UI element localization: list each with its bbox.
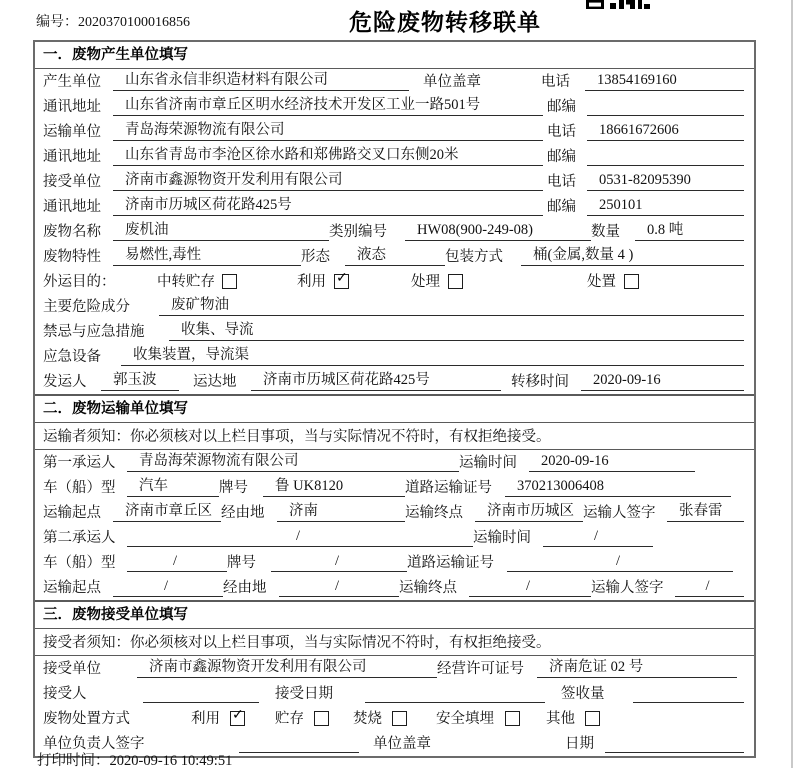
checkbox-checked-icon bbox=[230, 707, 245, 726]
note-text: 运输者须知：你必须核对以上栏目事项，当与实际情况不符时，有权拒绝接受。 bbox=[43, 429, 551, 445]
field-label: 运输终点 bbox=[405, 505, 463, 521]
form-row bbox=[35, 219, 754, 244]
field-label: 禁忌与应急措施 bbox=[43, 324, 145, 340]
field-value: 易燃性,毒性 bbox=[113, 243, 301, 266]
form-row bbox=[35, 475, 754, 500]
field-value: 18661672606 bbox=[587, 122, 744, 141]
field-label: 运输终点 bbox=[399, 580, 457, 596]
field-label: 中转贮存 bbox=[157, 274, 215, 290]
field-label: 经由地 bbox=[221, 505, 265, 521]
form-row bbox=[35, 369, 754, 394]
field-label: 运输起点 bbox=[43, 580, 101, 596]
form-row bbox=[35, 550, 754, 575]
field-value: 青岛海荣源物流有限公司 bbox=[113, 118, 543, 141]
field-label: 其他 bbox=[546, 711, 575, 727]
field-label: 日期 bbox=[565, 736, 594, 752]
field-value: / bbox=[127, 528, 473, 547]
field-value: 山东省济南市章丘区明水经济技术开发区工业一路501号 bbox=[113, 93, 543, 116]
field-label: 安全填埋 bbox=[436, 711, 494, 727]
field-label: 接受人 bbox=[43, 686, 87, 702]
field-value: 青岛海荣源物流有限公司 bbox=[127, 449, 459, 472]
checkbox-unchecked-icon bbox=[585, 711, 600, 726]
field-label: 邮编 bbox=[547, 199, 576, 215]
field-value: 收集、导流 bbox=[169, 318, 744, 341]
field-value: / bbox=[469, 578, 591, 597]
form-row bbox=[35, 500, 754, 525]
field-value: / bbox=[113, 578, 223, 597]
field-label: 废物特性 bbox=[43, 249, 101, 265]
field-value: / bbox=[127, 553, 227, 572]
field-label: 产生单位 bbox=[43, 74, 101, 90]
field-value: 济南市历城区荷花路425号 bbox=[113, 193, 543, 216]
transfer-form-table bbox=[33, 40, 756, 758]
form-row bbox=[35, 119, 754, 144]
field-value: 废矿物油 bbox=[159, 293, 744, 316]
field-label: 运输单位 bbox=[43, 124, 101, 140]
form-row bbox=[35, 423, 754, 450]
field-value: 废机油 bbox=[113, 218, 329, 241]
field-value: 2020-09-16 bbox=[529, 453, 695, 472]
field-label: 车（船）型 bbox=[43, 555, 116, 571]
field-label: 主要危险成分 bbox=[43, 299, 130, 315]
field-label: 焚烧 bbox=[353, 711, 382, 727]
form-row bbox=[35, 344, 754, 369]
field-value: 山东省永信非织造材料有限公司 bbox=[113, 68, 409, 91]
field-label: 经营许可证号 bbox=[437, 661, 524, 677]
form-row bbox=[35, 94, 754, 119]
checkbox-checked-icon bbox=[334, 270, 349, 289]
field-value: 济南危证 02 号 bbox=[537, 655, 737, 678]
field-label: 转移时间 bbox=[511, 374, 569, 390]
form-row bbox=[35, 194, 754, 219]
field-label: 利用 bbox=[297, 274, 326, 290]
field-label: 运输人签字 bbox=[583, 505, 656, 521]
form-row bbox=[35, 244, 754, 269]
field-label: 单位盖章 bbox=[423, 74, 481, 90]
form-row bbox=[35, 269, 754, 294]
field-label: 发运人 bbox=[43, 374, 87, 390]
field-label: 利用 bbox=[191, 711, 220, 727]
field-label: 数量 bbox=[591, 224, 620, 240]
field-value: 370213006408 bbox=[505, 478, 731, 497]
field-label: 运输人签字 bbox=[591, 580, 664, 596]
field-value bbox=[365, 701, 545, 703]
field-label: 运输起点 bbox=[43, 505, 101, 521]
field-label: 电话 bbox=[547, 174, 576, 190]
serial-label: 编号： bbox=[36, 15, 78, 30]
field-label: 签收量 bbox=[561, 686, 605, 702]
field-value: 收集装置，导流渠 bbox=[121, 343, 744, 366]
field-label: 通讯地址 bbox=[43, 199, 101, 215]
field-value: 济南 bbox=[277, 499, 405, 522]
field-value: 桶(金属,数量 4 ) bbox=[521, 243, 744, 266]
field-value: 山东省青岛市李沧区徐水路和郑佛路交叉口东侧20米 bbox=[113, 143, 543, 166]
print-time-line bbox=[37, 749, 232, 770]
checkbox-unchecked-icon bbox=[392, 711, 407, 726]
field-value: 郭玉波 bbox=[101, 368, 179, 391]
field-label: 废物处置方式 bbox=[43, 711, 130, 727]
print-time-label: 打印时间： bbox=[37, 753, 110, 769]
field-label: 贮存 bbox=[275, 711, 304, 727]
field-label: 通讯地址 bbox=[43, 99, 101, 115]
serial-number: 2020370100016856 bbox=[78, 15, 190, 30]
field-value: 济南市章丘区 bbox=[113, 499, 221, 522]
field-label: 运达地 bbox=[193, 374, 237, 390]
field-label: 单位负责人签字 bbox=[43, 736, 145, 752]
form-row bbox=[35, 681, 754, 706]
field-value: 汽车 bbox=[127, 474, 219, 497]
check-icon: ✓ bbox=[336, 270, 348, 286]
field-value bbox=[633, 701, 744, 703]
field-label: 接受日期 bbox=[275, 686, 333, 702]
form-row bbox=[35, 319, 754, 344]
field-label: 单位盖章 bbox=[373, 736, 431, 752]
field-label: 处置 bbox=[587, 274, 616, 290]
field-value: HW08(900-249-08) bbox=[405, 222, 591, 241]
checkbox-unchecked-icon bbox=[448, 274, 463, 289]
field-label: 废物名称 bbox=[43, 224, 101, 240]
field-value: 0.8 吨 bbox=[635, 218, 744, 241]
scan-page-edge bbox=[791, 0, 793, 768]
field-label: 处理 bbox=[411, 274, 440, 290]
field-label: 形态 bbox=[301, 249, 330, 265]
form-row bbox=[35, 656, 754, 681]
checkbox-unchecked-icon bbox=[505, 711, 520, 726]
field-value: / bbox=[543, 528, 653, 547]
field-value: 济南市鑫源物资开发利用有限公司 bbox=[113, 168, 543, 191]
field-value: / bbox=[271, 553, 407, 572]
section-header: 二．废物运输单位填写 bbox=[35, 394, 754, 423]
field-value: 济南市历城区 bbox=[475, 499, 583, 522]
field-label: 经由地 bbox=[223, 580, 267, 596]
field-value: / bbox=[675, 578, 744, 597]
field-label: 外运目的： bbox=[43, 274, 116, 290]
field-value: / bbox=[507, 553, 733, 572]
field-value bbox=[143, 701, 259, 703]
field-value: / bbox=[279, 578, 399, 597]
field-label: 应急设备 bbox=[43, 349, 101, 365]
checkbox-unchecked-icon bbox=[624, 274, 639, 289]
field-label: 电话 bbox=[547, 124, 576, 140]
check-icon: ✓ bbox=[232, 707, 244, 723]
field-value: 0531-82095390 bbox=[587, 172, 744, 191]
field-label: 邮编 bbox=[547, 99, 576, 115]
field-label: 包装方式 bbox=[445, 249, 503, 265]
form-row bbox=[35, 525, 754, 550]
form-row bbox=[35, 69, 754, 94]
form-row bbox=[35, 169, 754, 194]
field-value: 2020-09-16 bbox=[581, 372, 744, 391]
field-value: 济南市鑫源物资开发利用有限公司 bbox=[137, 655, 437, 678]
qr-code-fragment bbox=[586, 0, 650, 10]
field-label: 道路运输证号 bbox=[405, 480, 492, 496]
field-label: 运输时间 bbox=[459, 455, 517, 471]
field-label: 运输时间 bbox=[473, 530, 531, 546]
field-label: 牌号 bbox=[227, 555, 256, 571]
form-row bbox=[35, 706, 754, 731]
field-value: 250101 bbox=[587, 197, 744, 216]
field-label: 第二承运人 bbox=[43, 530, 116, 546]
checkbox-unchecked-icon bbox=[222, 274, 237, 289]
field-label: 接受单位 bbox=[43, 174, 101, 190]
field-value: 鲁 UK8120 bbox=[263, 474, 405, 497]
field-value: 济南市历城区荷花路425号 bbox=[251, 368, 501, 391]
section-header: 三．废物接受单位填写 bbox=[35, 600, 754, 629]
form-row bbox=[35, 629, 754, 656]
note-text: 接受者须知：你必须核对以上栏目事项，当与实际情况不符时，有权拒绝接受。 bbox=[43, 635, 551, 651]
form-row bbox=[35, 450, 754, 475]
field-label: 接受单位 bbox=[43, 661, 101, 677]
field-value bbox=[587, 164, 744, 166]
field-label: 车（船）型 bbox=[43, 480, 116, 496]
field-value bbox=[239, 751, 359, 753]
print-time-value: 2020-09-16 10:49:51 bbox=[109, 753, 233, 769]
field-label: 第一承运人 bbox=[43, 455, 116, 471]
field-value: 张春雷 bbox=[667, 499, 744, 522]
field-value bbox=[605, 751, 744, 753]
checkbox-unchecked-icon bbox=[314, 711, 329, 726]
page-title: 危险废物转移联单 bbox=[349, 9, 541, 35]
form-row bbox=[35, 144, 754, 169]
section-header: 一．废物产生单位填写 bbox=[35, 42, 754, 69]
form-row bbox=[35, 575, 754, 600]
field-label: 类别编号 bbox=[329, 224, 387, 240]
field-label: 邮编 bbox=[547, 149, 576, 165]
field-value: 液态 bbox=[345, 243, 445, 266]
form-row bbox=[35, 294, 754, 319]
field-value bbox=[587, 114, 744, 116]
field-label: 道路运输证号 bbox=[407, 555, 494, 571]
field-label: 通讯地址 bbox=[43, 149, 101, 165]
field-value: 13854169160 bbox=[585, 72, 744, 91]
field-label: 电话 bbox=[541, 74, 570, 90]
field-label: 牌号 bbox=[219, 480, 248, 496]
